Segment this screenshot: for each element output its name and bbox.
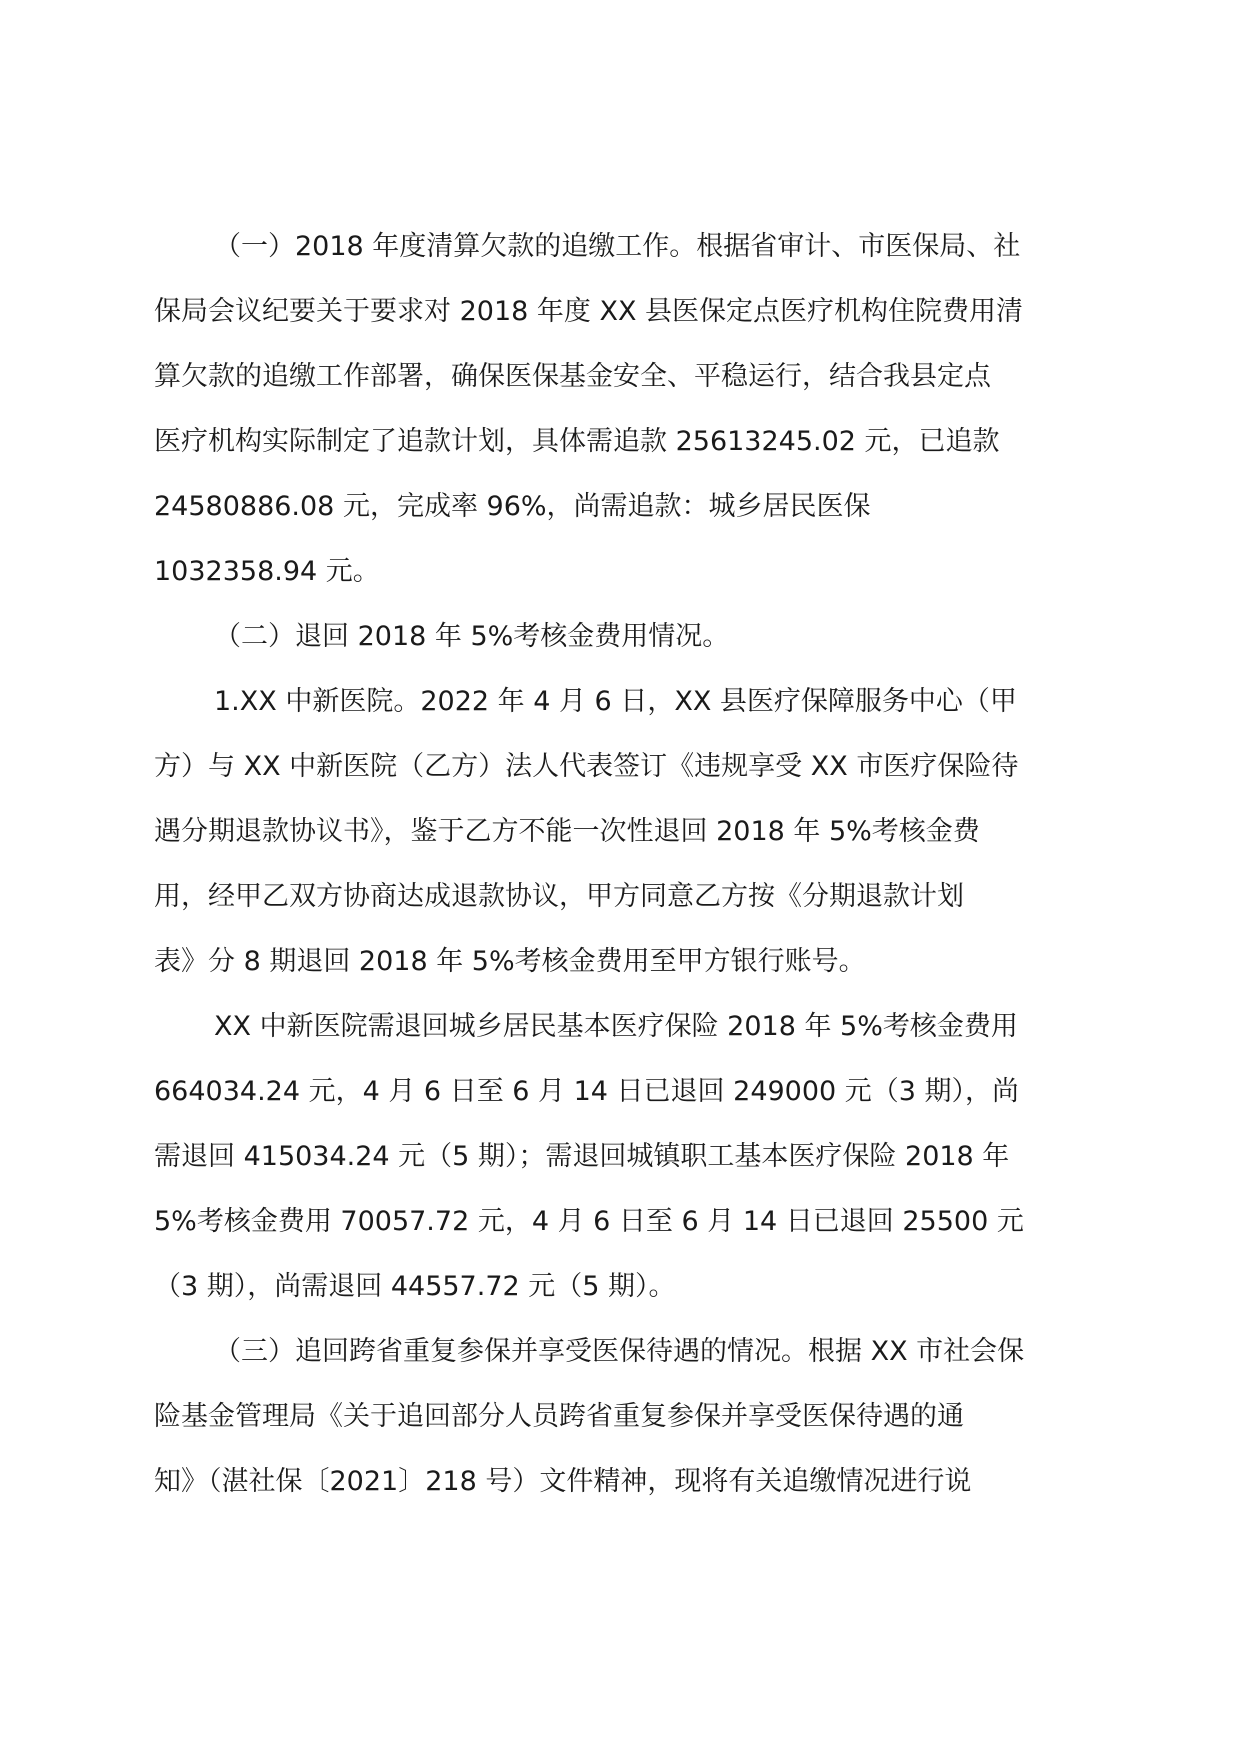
paragraph-1-line-6: 1032358.94 元。: [154, 556, 380, 587]
paragraph-3-line-5: 表》分 8 期退回 2018 年 5%考核金费用至甲方银行账号。: [154, 946, 866, 977]
paragraph-4-line-3: 需退回 415034.24 元（5 期）；需退回城镇职工基本医疗保险 2018 年: [154, 1141, 1010, 1172]
paragraph-3-line-4: 用，经甲乙双方协商达成退款协议，甲方同意乙方按《分期退款计划: [154, 881, 964, 912]
paragraph-4-line-1: XX 中新医院需退回城乡居民基本医疗保险 2018 年 5%考核金费用: [214, 1011, 1018, 1042]
paragraph-4-line-4: 5%考核金费用 70057.72 元，4 月 6 日至 6 月 14 日已退回 25500 元: [154, 1206, 1024, 1237]
paragraph-1-line-2: 保局会议纪要关于要求对 2018 年度 XX 县医保定点医疗机构住院费用清: [154, 296, 1024, 327]
paragraph-5-line-3: 知》（湛社保〔2021〕218 号）文件精神，现将有关追缴情况进行说: [154, 1466, 972, 1497]
paragraph-4-line-2: 664034.24 元，4 月 6 日至 6 月 14 日已退回 249000 元（3 期），尚: [154, 1076, 1020, 1107]
paragraph-4-line-5: （3 期），尚需退回 44557.72 元（5 期）。: [154, 1271, 676, 1302]
paragraph-1-line-4: 医疗机构实际制定了追款计划，具体需追款 25613245.02 元，已追款: [154, 426, 1000, 457]
paragraph-5-line-2: 险基金管理局《关于追回部分人员跨省重复参保并享受医保待遇的通: [154, 1401, 964, 1432]
paragraph-1-line-5: 24580886.08 元，完成率 96%，尚需追款：城乡居民医保: [154, 491, 871, 522]
paragraph-3-line-2: 方）与 XX 中新医院（乙方）法人代表签订《违规享受 XX 市医疗保险待: [154, 751, 1019, 782]
paragraph-3-line-1: 1.XX 中新医院。2022 年 4 月 6 日，XX 县医疗保障服务中心（甲: [214, 686, 1017, 717]
paragraph-1-line-1: （一）2018 年度清算欠款的追缴工作。根据省审计、市医保局、社: [214, 231, 1021, 262]
paragraph-3-line-3: 遇分期退款协议书》，鉴于乙方不能一次性退回 2018 年 5%考核金费: [154, 816, 980, 847]
paragraph-2-heading: （二）退回 2018 年 5%考核金费用情况。: [214, 621, 730, 652]
paragraph-1-line-3: 算欠款的追缴工作部署，确保医保基金安全、平稳运行，结合我县定点: [154, 361, 991, 392]
document-body: [154, 214, 1090, 1514]
paragraph-5-line-1: （三）追回跨省重复参保并享受医保待遇的情况。根据 XX 市社会保: [214, 1336, 1025, 1367]
